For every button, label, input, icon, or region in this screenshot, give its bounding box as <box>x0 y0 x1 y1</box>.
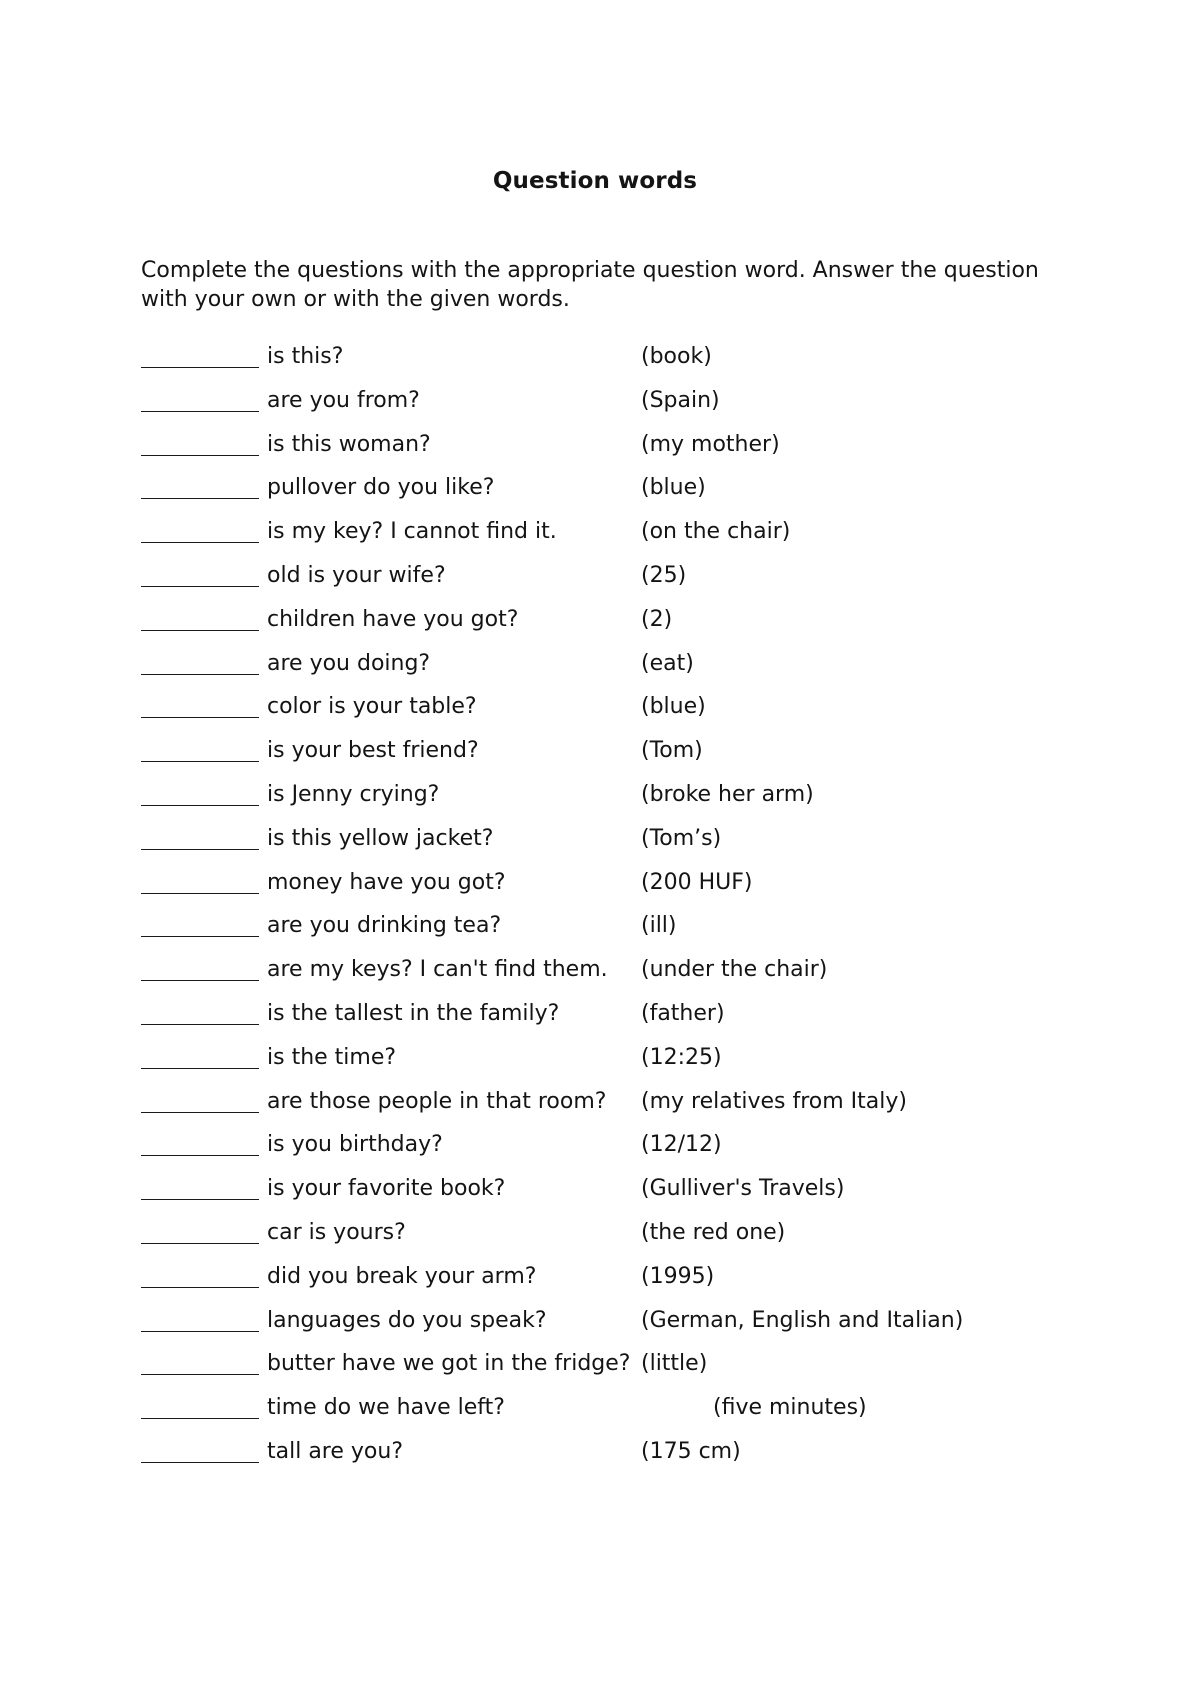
question-list <box>141 342 1141 1481</box>
answer-blank[interactable] <box>141 717 259 718</box>
question-text: is this yellow jacket? <box>267 825 494 851</box>
given-word: (my mother) <box>641 431 780 457</box>
answer-blank[interactable] <box>141 1243 259 1244</box>
answer-blank[interactable] <box>141 849 259 850</box>
answer-blank[interactable] <box>141 980 259 981</box>
question-text: is Jenny crying? <box>267 781 440 807</box>
question-row <box>141 386 1141 430</box>
question-row <box>141 1437 1141 1481</box>
given-word: (blue) <box>641 475 706 501</box>
given-word: (200 HUF) <box>641 869 753 895</box>
question-row <box>141 780 1141 824</box>
instructions: Complete the questions with the appropriate question word. Answer the question with your own or with the given words. <box>141 258 1039 312</box>
answer-blank[interactable] <box>141 761 259 762</box>
question-row <box>141 342 1141 386</box>
question-text: are you doing? <box>267 650 431 676</box>
question-row <box>141 736 1141 780</box>
answer-blank[interactable] <box>141 893 259 894</box>
given-word: (book) <box>641 344 712 369</box>
question-row <box>141 649 1141 693</box>
given-word: (the red one) <box>641 1219 786 1245</box>
question-row <box>141 692 1141 736</box>
question-text: is you birthday? <box>267 1132 443 1158</box>
question-text: did you break your arm? <box>267 1263 537 1289</box>
question-row <box>141 1393 1141 1437</box>
question-text: are my keys? I can't find them. <box>267 957 608 983</box>
question-row <box>141 1306 1141 1350</box>
given-word: (German, English and Italian) <box>641 1307 964 1333</box>
answer-blank[interactable] <box>141 455 259 456</box>
question-row <box>141 605 1141 649</box>
question-row <box>141 1349 1141 1393</box>
question-text: time do we have left? <box>267 1395 505 1421</box>
answer-blank[interactable] <box>141 367 259 368</box>
given-word: (12/12) <box>641 1132 722 1158</box>
given-word: (ill) <box>641 913 677 939</box>
question-text: butter have we got in the fridge? <box>267 1351 631 1377</box>
question-text: is the time? <box>267 1044 397 1070</box>
given-word: (on the chair) <box>641 519 791 545</box>
given-word: (little) <box>641 1351 708 1377</box>
question-text: color is your table? <box>267 694 477 720</box>
question-text: is your best friend? <box>267 738 479 764</box>
question-row <box>141 868 1141 912</box>
question-row <box>141 824 1141 868</box>
question-text: are you drinking tea? <box>267 913 502 939</box>
given-word: (12:25) <box>641 1044 722 1070</box>
answer-blank[interactable] <box>141 1112 259 1113</box>
question-row <box>141 561 1141 605</box>
question-text: is your favorite book? <box>267 1176 506 1202</box>
question-text: are those people in that room? <box>267 1088 607 1114</box>
question-row <box>141 999 1141 1043</box>
answer-blank[interactable] <box>141 674 259 675</box>
given-word: (father) <box>641 1000 725 1026</box>
given-word: (2) <box>641 606 673 632</box>
answer-blank[interactable] <box>141 1287 259 1288</box>
question-text: is this woman? <box>267 431 431 457</box>
question-row <box>141 1174 1141 1218</box>
question-text: old is your wife? <box>267 562 446 588</box>
answer-blank[interactable] <box>141 805 259 806</box>
question-row <box>141 1262 1141 1306</box>
answer-blank[interactable] <box>141 1024 259 1025</box>
given-word: (broke her arm) <box>641 781 814 807</box>
answer-blank[interactable] <box>141 542 259 543</box>
question-row <box>141 1043 1141 1087</box>
question-text: children have you got? <box>267 606 519 632</box>
answer-blank[interactable] <box>141 1374 259 1375</box>
given-word: (blue) <box>641 694 706 720</box>
given-word: (25) <box>641 562 687 588</box>
question-row <box>141 955 1141 999</box>
question-text: is this? <box>267 344 344 369</box>
question-text: languages do you speak? <box>267 1307 547 1333</box>
question-text: pullover do you like? <box>267 475 495 501</box>
question-row <box>141 473 1141 517</box>
answer-blank[interactable] <box>141 1068 259 1069</box>
question-text: are you from? <box>267 387 420 413</box>
given-word: (under the chair) <box>641 957 828 983</box>
answer-blank[interactable] <box>141 411 259 412</box>
question-row <box>141 430 1141 474</box>
answer-blank[interactable] <box>141 1199 259 1200</box>
page-title: Question words <box>492 168 698 194</box>
question-row <box>141 1087 1141 1131</box>
question-text: is my key? I cannot find it. <box>267 519 557 545</box>
answer-blank[interactable] <box>141 1331 259 1332</box>
given-word: (Tom) <box>641 738 703 764</box>
given-word: (five minutes) <box>713 1395 867 1421</box>
answer-blank[interactable] <box>141 630 259 631</box>
question-row <box>141 1130 1141 1174</box>
given-word: (my relatives from Italy) <box>641 1088 907 1114</box>
given-word: (Spain) <box>641 387 720 413</box>
question-text: is the tallest in the family? <box>267 1000 560 1026</box>
question-row <box>141 517 1141 561</box>
given-word: (Tom’s) <box>641 825 722 851</box>
question-text: car is yours? <box>267 1219 406 1245</box>
answer-blank[interactable] <box>141 1462 259 1463</box>
question-text: tall are you? <box>267 1438 403 1464</box>
answer-blank[interactable] <box>141 1418 259 1419</box>
given-word: (1995) <box>641 1263 715 1289</box>
given-word: (eat) <box>641 650 694 676</box>
question-text: money have you got? <box>267 869 506 895</box>
answer-blank[interactable] <box>141 498 259 499</box>
answer-blank[interactable] <box>141 936 259 937</box>
question-row <box>141 911 1141 955</box>
answer-blank[interactable] <box>141 1155 259 1156</box>
question-row <box>141 1218 1141 1262</box>
answer-blank[interactable] <box>141 586 259 587</box>
given-word: (175 cm) <box>641 1438 741 1464</box>
given-word: (Gulliver's Travels) <box>641 1176 845 1202</box>
